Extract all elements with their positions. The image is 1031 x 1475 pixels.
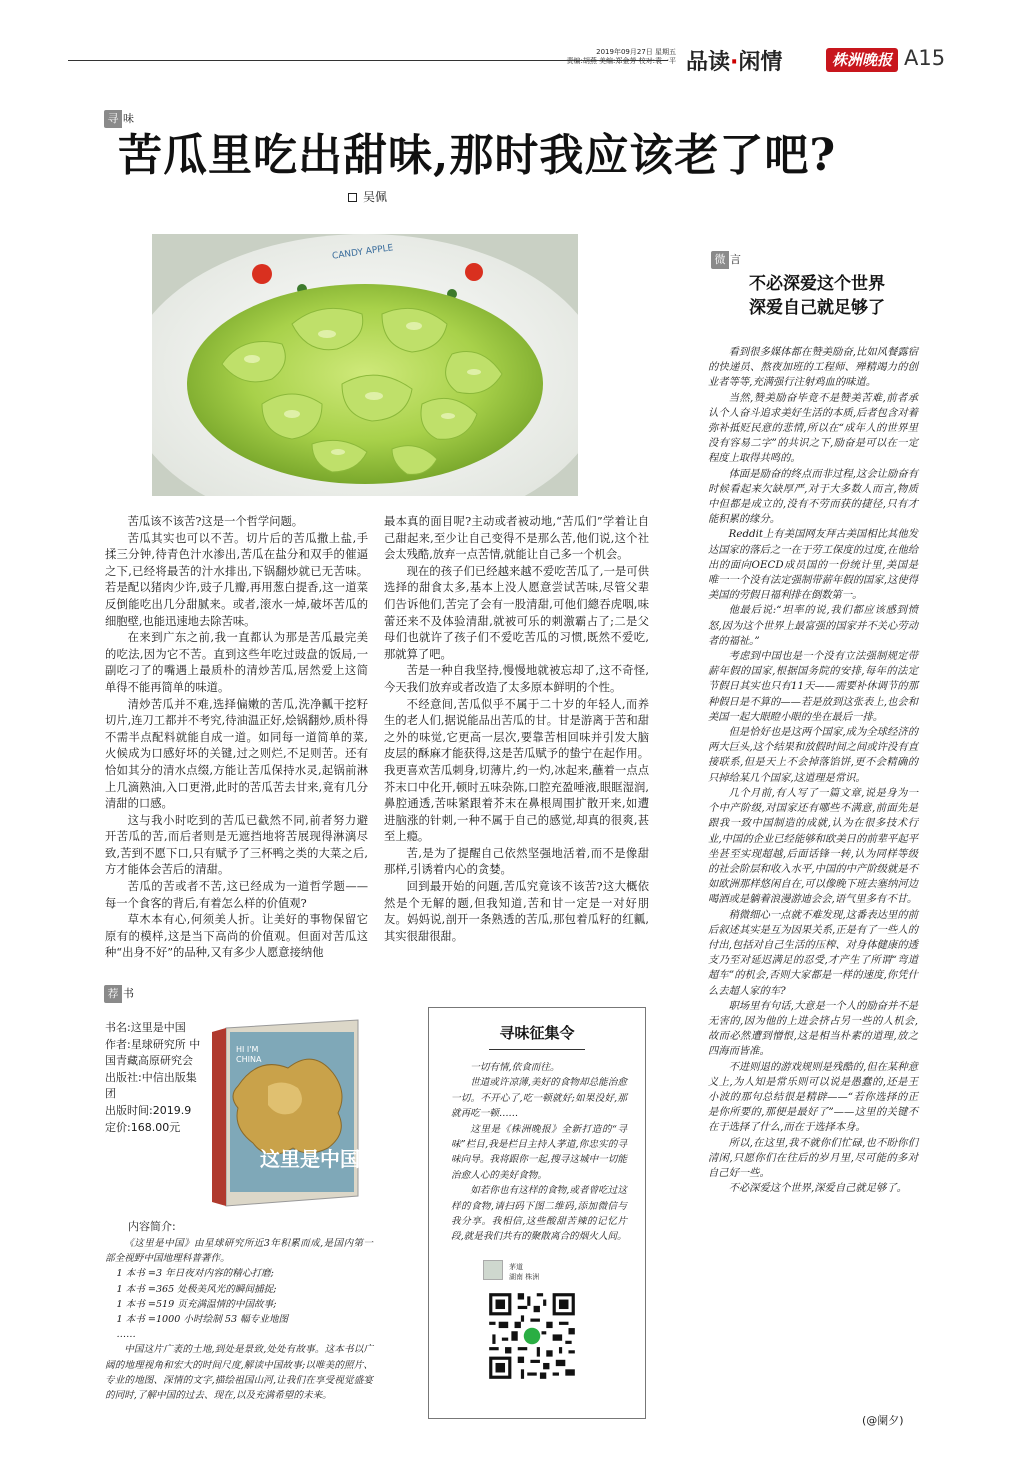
byline-square-icon [348,193,357,202]
book-info [105,1020,205,1137]
opinion-paragraph: 考虑到中国也是一个没有立法强制规定带薪年假的国家,根据国务院的安排,每年的法定节假日其实也只有11天——需要补休调节的那种假日是不算的——若是放到这张表上,也会和美国一起大眼瞪小眼的坐在最后一排。 [708,650,918,723]
book-intro-item: 1 本书 =3 年日夜对内容的精心打磨; [116,1268,274,1280]
article-paragraph: 苦瓜的苦或者不苦,这已经成为一道哲学题——每一个食客的背后,有着怎么样的价值观? [105,880,368,910]
article-paragraph: 在来到广东之前,我一直都认为那是苦瓜最完美的吃法,因为它不苦。直到这些年吃过豉盘的饭局,一副吃刁了的嘴遇上最质朴的清炒苦瓜,居然爱上这简单得不能再简单的味道。 [105,631,368,694]
section-dot: · [730,50,739,75]
opinion-paragraph: 但是恰好也是这两个国家,成为全球经济的两大巨头,这个结果和放假时间之间或许没有直接联系,但是天上不会掉落馅饼,更不会精确的只掉给某几个国家,这道理是常识。 [708,726,918,784]
tag-rest: 言 [730,253,741,266]
book-intro-paragraph: 《这里是中国》由星球研究所近3年积累而成,是国内第一部全视野中国地理科普著作。 [105,1238,373,1265]
book-intro-paragraph: 中国这片广袤的土地,到处是景致,处处有故事。这本书以广阔的地理视角和宏大的时间尺度,解读中国故事;以唯美的照片、专业的地图、深情的文字,描绘祖国山河,让我们在享受视觉盛宴的同时,了解中国的过去、现在,以及充满希望的未来。 [105,1344,373,1402]
cover-en-line1: HI I'M [236,1045,259,1054]
book-intro-item: 1 本书 =1000 小时绘制 53 幅专业地图 [116,1314,289,1326]
article-headline: 苦瓜里吃出甜味,那时我应该老了吧? [118,130,837,181]
opinion-paragraph: 看到很多媒体都在赞美励奋,比如风餐露宿的快递员、熬夜加班的工程师、殚精竭力的创业者等等,充满强行注射鸡血的味道。 [708,346,918,389]
opinion-paragraph: 所以,在这里,我不就你们忙碌,也不盼你们清闲,只愿你们在往后的岁月里,尽可能的多对自己好一些。 [708,1136,918,1179]
opinion-paragraph: 不进则退的游戏规则是残酷的,但在某种意义上,为人知是常乐则可以说是愚蠢的,还是王小波的那句总结很是精辟——“若你选择的正是你所要的,那便是最好了”——这里的关键不在于选择了什么,而在于选择本身。 [708,1060,918,1134]
article-paragraph: 草木本有心,何须美人折。让美好的事物保留它原有的模样,这是当下高尚的价值观。但面对苦瓜这种“出身不好”的品种,又有多少人愿意接纳他 [105,913,368,960]
wechat-name [509,1262,539,1282]
submission-call-box [428,1007,646,1419]
section-name [686,45,782,76]
opinion-headline-line2: 深爱自己就足够了 [749,298,885,318]
wechat-avatar [483,1260,503,1280]
opinion-paragraph: 几个月前,有人写了一篇文章,说是身为一个中产阶级,对国家还有哪些不满意,前面先是跟我一致中国制造的成就,认为在很多技术行业,中国的企业已经能够和欧美日的前辈平起平坐甚至实现超越,后面话锋一转,认为同样等级的社会阶层和收入水平,中国的中产阶级就是不如欧洲那样悠闲自在,可以像晚下班去塞纳河边喝酒或是躺着浪漫游迪会会,语气里多有不甘。 [708,786,918,906]
tag-rest: 味 [123,112,134,125]
wechat-location: 湖南 株洲 [509,1273,540,1281]
stir-fried-bitter-melon-image [152,234,578,496]
article-paragraph: 苦瓜其实也可以不苦。切片后的苦瓜撒上盐,手揉三分钟,待青色汁水渗出,苦瓜在盐分和双手的催逼之下,已经将最苦的汁水排出,下锅翻炒就已无苦味。若是配以猪肉少许,豉子几瓣,再用葱白提香,这一道菜反倒能吃出几分甜腻来。或者,滚水一焯,破坏苦瓜的细胞壁,也能迅速地去除苦味。 [105,531,368,628]
section-name-part2: 闲情 [738,50,783,75]
section-name-part1: 品读 [686,50,731,75]
article-paragraph: 现在的孩子们已经越来越不爱吃苦瓜了,一是可供选择的甜食太多,基本上没人愿意尝试苦味,尽管父辈们告诉他们,苦完了会有一股清甜,可他们總吞虎咽,味蕾还来不及体验清甜,就被可乐的刺激霸占了;二是父母们也就许了孩子们不爱吃苦瓜的习惯,既然不爱吃,那就算了吧。 [384,564,649,661]
article-paragraph: 最本真的面目呢?主动或者被动地,“苦瓜们”学着让自己甜起来,至少让自己变得不是那么苦,他们说,这个社会太残酷,放弃一点苦情,就能让自己多一个机会。 [384,515,649,562]
book-intro-heading: 内容简介: [128,1220,176,1233]
book-cover [208,1016,368,1209]
tag-box: 微 [711,251,729,269]
opinion-paragraph: 不必深爱这个世界,深爱自己就足够了。 [728,1182,907,1195]
tag-box: 荐 [104,985,122,1003]
byline-author: 吴佩 [363,190,388,204]
tag-rest: 书 [123,987,134,1000]
call-title: 寻味征集令 [429,1022,645,1050]
opinion-headline-line1: 不必深爱这个世界 [749,274,885,294]
article-byline [348,188,387,205]
header-date: 2019年09月27日 星期五 [596,48,676,56]
opinion-paragraph: 职场里有句话,大意是一个人的励奋并不是无害的,因为他的上进会挤占另一些的人机会,故而必然遭到憎恨,这是相当朴素的道理,放之四海而皆准。 [708,999,918,1058]
book-publisher: 出版社:中信出版集团 [105,1071,197,1100]
call-body [451,1060,627,1245]
section-tag-xunwei [104,110,134,128]
wechat-name-text: 茅道 [509,1263,523,1271]
newspaper-logo: 株洲晚报 [826,48,898,72]
header-meta [548,48,676,66]
book-cover-image [208,1016,368,1209]
book-intro-item: 1 本书 =519 页充满温情的中国故事; [116,1298,277,1310]
opinion-column [708,345,918,1196]
book-intro-ellipsis: …… [116,1329,136,1341]
cover-title: 这里是中国 [260,1147,360,1171]
qr-code-icon[interactable] [486,1290,578,1382]
call-paragraph: 一切有情,依食而往。 [470,1062,560,1073]
opinion-paragraph: 稍微细心一点就不难发现,这番表达里的前后叙述其实是互为因果关系,正是有了一些人的付出,包括对自己生活的压榨、对身体健康的透支乃至对延迟满足的忍受,才产生了所谓“弯道超车”的机会,否则大家都是一样的速度,你凭什么去超人家的车? [708,908,918,997]
article-column-2 [384,514,649,945]
article-paragraph: 这与我小时吃到的苦瓜已截然不同,前者努力避开苦瓜的苦,而后者则是无遮挡地将苦展现得淋漓尽致,苦到不愿下口,只有赋予了三杯鸭之类的大菜之后,方才能体会苦后的清甜。 [105,813,368,877]
page-number: A15 [904,46,946,70]
article-paragraph: 回到最开始的问题,苦瓜究竟该不该苦?这大概依然是个无解的题,但我知道,苦和甘一定是一对好朋友。妈妈说,剖开一条熟透的苦瓜,那包着瓜籽的红瓤,其实很甜很甜。 [384,880,649,943]
section-tag-weiyan [711,251,741,269]
article-paragraph: 清炒苦瓜并不难,选择偏嫩的苦瓜,洗净瓤干挖籽切片,连刀工都并不考究,待油温正好,烩锅翻炒,质朴得不需半点配料就能自成一道。如同每一道简单的菜,火候成为口感好坏的关键,过之则烂,不足则苦。还有恰如其分的清水点缀,方能让苦瓜保持水灵,起锅前淋上几滴熟油,入口更滑,此时的苦瓜苦去甘来,竟有几分清甜的口感。 [105,697,368,811]
article-paragraph: 苦是一种自我坚持,慢慢地就被忘却了,这不奇怪,今天我们放弃或者改造了太多原本鲜明的个性。 [384,664,649,694]
opinion-paragraph: 他最后说:“坦率的说,我们都应该感到愤怒,因为这个世界上最富强的国家并不关心劳动者的福祉。” [708,604,918,647]
opinion-signature: (@阑夕) [862,1414,904,1427]
tag-box: 寻 [104,110,122,128]
section-tag-jianshu [104,985,134,1003]
call-paragraph: 这里是《株洲晚报》全新打造的“寻味”栏目,我是栏目主持人茅道,你忠实的寻味向导。我将跟你一起,搜寻这城中一切能治愈人心的美好食物。 [451,1123,627,1181]
header-editors: 责编:胡燕 美编:郑金芳 校对:袁一平 [566,57,676,65]
opinion-paragraph: 体面是励奋的终点而非过程,这会让励奋有时候看起来欠缺厚严,对于大多数人而言,物质中但都是成立的,没有不劳而获的捷径,只有才能积累的缘分。 [708,467,918,526]
article-paragraph: 苦瓜该不该苦?这是一个哲学问题。 [127,515,304,528]
wechat-card [481,1258,591,1408]
article-column-1 [105,514,368,962]
article-paragraph: 不经意间,苦瓜似乎不属于二十岁的年轻人,而养生的老人们,据说能品出苦瓜的甘。甘是游离于苦和甜之外的味觉,它更高一层次,要靠苦相回味并引发大脑皮层的酥麻才能获得,这是苦瓜赋予的蛰宁在起作用。我更喜欢苦瓜刺身,切薄片,约一灼,冰起来,蘸着一点点芥末口中化开,顿时五味杂陈,口腔充盈唾液,眼眶湿润,鼻腔通透,苦味紧跟着芥末在鼻根周围扩散开来,如遭进脑涨的针刺,一种不属于自己的感觉,却真的很爽,甚至上瘾。 [384,697,649,844]
book-price: 定价:168.00元 [105,1121,181,1134]
book-title: 书名:这里是中国 [105,1021,186,1034]
article-paragraph: 苦,是为了提醒自己依然坚强地活着,而不是像甜那样,引诱着内心的贪婪。 [384,846,649,877]
opinion-paragraph: Reddit上有美国网友拜古美国相比其他发达国家的落后之一在于劳工保度的过度,在他给出的面向OECD成员国的一份统计里,美国是唯一一个没有法定强制带薪年假的国家,这使得美国的劳假日福利排在倒数第一。 [708,528,918,602]
svg-text:CANDY APPLE: CANDY APPLE [331,243,394,262]
book-intro-item: 1 本书 =365 处极美风光的瞬间捕捉; [116,1283,277,1295]
bitter-melon-photo [152,234,578,496]
book-author: 作者:星球研究所 中国青藏高原研究会 [105,1038,201,1067]
cover-en-line2: CHINA [236,1055,262,1064]
opinion-headline [692,272,942,320]
opinion-paragraph: 当然,赞美励奋毕竟不是赞美苦难,前者承认个人奋斗追求美好生活的本质,后者包含对着弥补抵贬民意的悲情,所以在“成年人的世界里没有容易二字”的共识之下,励奋是可以在一定程度上取得共鸣的。 [708,391,918,465]
call-paragraph: 如若你也有这样的食物,或者曾吃过这样的食物,请扫码下图二维码,添加微信与我分享。我相信,这些酸甜苦辣的记忆片段,就是我们共有的聚散离合的烟火人间。 [451,1185,627,1243]
call-paragraph: 世道或许凉薄,美好的食物却总能治愈一切。不开心了,吃一顿就好;如果没好,那就再吃一顿…… [451,1077,627,1120]
book-pub-date: 出版时间:2019.9 [105,1104,192,1117]
book-intro [105,1236,373,1403]
